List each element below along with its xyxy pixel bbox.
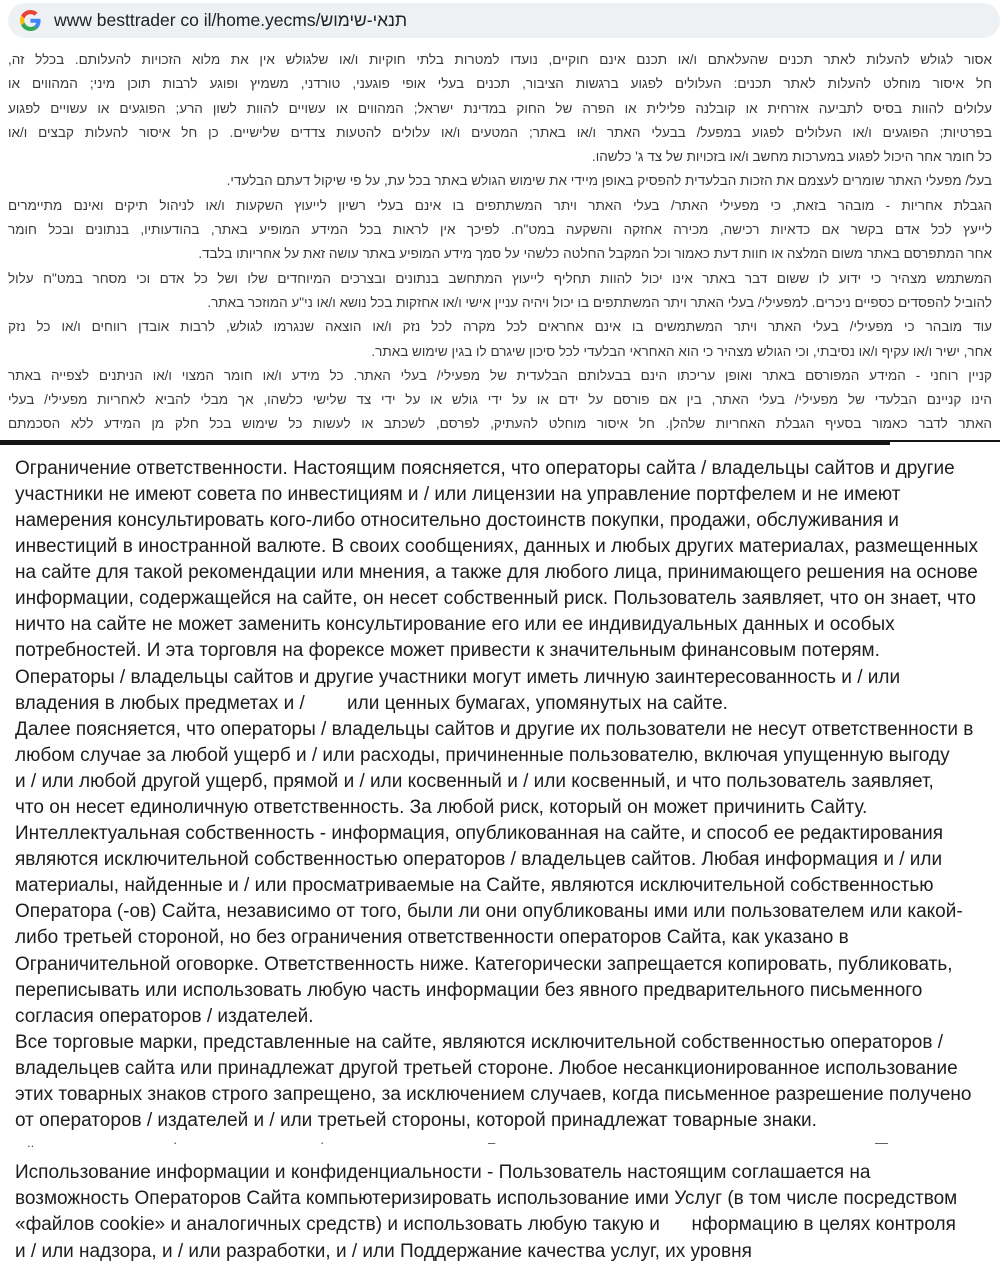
- google-g-icon: [20, 10, 41, 31]
- russian-text-line: являются исключительной собственностью операторов / владельцев сайтов. Любая информация и / или: [15, 849, 943, 871]
- hebrew-text-line: אחר המתפרסם באתר משום המלצה או חוות דעת כאמור וכל המקבל החלטה כלשהי על סמך מידע המופיע באתר עושה זאת על אחריותו בלבד.: [198, 246, 992, 262]
- hebrew-text-line: כל חומר אחר היכול לפגוע במערכות מחשב ו/או בזכויות של צד ג' כלשהו.: [591, 149, 992, 165]
- russian-text-line: Интеллектуальная собственность - информация, опубликованная на сайте, и способ ее редактирования: [15, 823, 944, 845]
- russian-text-line: согласия операторов / издателей.: [15, 1005, 314, 1027]
- russian-text-line: участники не имеют совета по инвестициям и / или лицензии на управление портфелем и не имеют: [15, 483, 901, 505]
- russian-text-line: Операторы / владельцы сайтов и другие участники могут иметь личную заинтересованность и / или: [15, 666, 901, 688]
- russian-text-line: что он несет единоличную ответственность. За любой риск, который он может причинить Сайту.: [15, 796, 868, 818]
- hebrew-text-line: בפרטיות; הפוגעים ו/או העלולים לפגוע במפעל/ בבעלי האתר ו/או באתר; המטעים ו/או עלולים להטעות צדדים שלישיים. כן חל איסור להעלות קבצים ו/או: [8, 124, 992, 140]
- russian-text-line: этих товарных знаков строго запрещено, за исключением случаев, когда письменное разрешение получено: [15, 1084, 972, 1105]
- hebrew-text-line: בעל/ מפעלי האתר שומרים לעצמם את הזכות הבלעדית להפסיק באופן מיידי את שימוש הגולש באתר בכל עת, על פי שיקול דעתם הבלעדי.: [226, 173, 992, 189]
- address-bar[interactable]: [8, 3, 1000, 38]
- russian-text-line: Далее поясняется, что операторы / владельцы сайтов и другие их пользователи не несут ответственности в: [15, 718, 974, 740]
- russian-text-line: Ограничительной оговорке. Ответственность ниже. Категорически запрещается копировать, публиковать,: [15, 953, 953, 975]
- russian-text-line: и / или любой другой ущерб, прямой и / или косвенный и / или косвенный, и что пользователь заявляет,: [15, 770, 934, 792]
- russian-text-line: возможность Операторов Сайта компьютеризировать использование ими Услуг (в том числе посредством: [15, 1188, 958, 1210]
- hebrew-text-line: לייעץ לכל אדם בקשר אם כדאיות רכישה, מכירה אחזקה והשקעה במט"ח. לפיכך אין לראות בכל המידע המופיע באתר, בהודעותיו, בנתונים ובכל חומר: [8, 222, 992, 238]
- russian-text-line: либо третьей стороной, но без ограничения ответственности операторов Сайта, как указано в: [15, 927, 849, 949]
- russian-text-line: от операторов / издателей и / или третьей стороны, которой принадлежат товарные знаки.: [15, 1110, 817, 1132]
- russian-text-line: владения в любых предметах и / или ценных бумагах, упомянутых на сайте.: [15, 692, 728, 714]
- russian-text-line: Оператора (-ов) Сайта, независимо от того, были ли они опубликованы ими или пользователем или какой-: [15, 901, 963, 923]
- clipped-text-fragment: ..: [27, 1135, 35, 1151]
- clipped-text-fragment: —: [875, 1135, 888, 1151]
- hebrew-text-line: האתר לדבר כאמור בסעיף הגבלת האחריות שלהלן. חל איסור מוחלט להעתיק, לפרסם, לשכתב או לעשות כל שימוש בכל חלק מן המידע ללא הסכמתם: [8, 416, 992, 432]
- russian-text-line: владельцев сайта или принадлежат другой третьей стороне. Любое несанкционированное использование: [15, 1057, 958, 1079]
- hebrew-text-line: להוביל להפסדים כספיים ניכרים. למפעילי/ בעלי האתר ויתר המשתתפים בו יכול ויהיה עניין אישי ו/או אחזקות בכל נושא ו/או ני"ע המוזכר באתר.: [207, 294, 992, 310]
- hebrew-text-line: חל איסור מוחלט להעלות לאתר תכנים: העלולים לפגוע ברגשות הציבור, תכנים בעלי אופי פוגעני, טורדני, משמיץ ופוגע לרבות תוכן מיני; המהווים או: [8, 76, 992, 92]
- hebrew-text-line: עוד מובהר כי מפעילי/ בעלי האתר ויתר המשתמשים בו אינם אחראים לכל מקרה לכל נזק ו/או הוצאה שנגרמו לגולש, לרבות אובדן רווחים ו/או כל נזק: [8, 319, 992, 335]
- russian-text-line: на сайте для такой рекомендации или мнения, а также для любого лица, принимающего решения на основе: [15, 562, 978, 584]
- clipped-text-fragment: ·: [173, 1135, 178, 1151]
- hebrew-text-line: אחר, ישיר ו/או עקיף ו/או נסיבתי, וכי הגולש מצהיר כי הוא האחראי הבלעדי לכל סיכון שיגרם לו בגין שימוש באתר.: [371, 343, 992, 359]
- hebrew-text-line: המשתמש מצהיר כי ידוע לו ששום דבר באתר אינו יכול להוות תחליף לייעוץ המתחשב בנתונים ובצרכים המיוחדים שלו ושל כל אדם וכי מסחר במט"ח עלול: [8, 270, 992, 286]
- russian-terms-block: [15, 456, 990, 1265]
- clipped-text-line: [15, 1134, 990, 1160]
- russian-text-line: Ограничение ответственности. Настоящим поясняется, что операторы сайта / владельцы сайтов и другие: [15, 457, 955, 479]
- russian-text-line: инвестиций в иностранной валюте. В своих сообщениях, данных и любых других материалах, размещенных: [15, 536, 979, 558]
- hebrew-text-line: הינו קניינם הבלעדי של מפעילי/ בעלי האתר, בין אם פורסם על ידם או על ידי גולש או על ידי צד שלישי כלשהו, אך מבלי להביא לאחריות מפעילי/ בעלי: [8, 392, 992, 408]
- clipped-text-fragment: ·: [320, 1135, 325, 1151]
- divider-segment-thick: [0, 440, 890, 445]
- url-text: www besttrader co il/home.yecms/תנאי-שימוש: [54, 10, 408, 30]
- hebrew-text-line: קניין רוחני - המידע המפורסם באתר ואופן עריכתו הינם בבעלותם הבלעדית של מפעילי/ בעלי האתר. כל מידע ו/או חומר המצוי ו/או הניתנים לצפייה באתר: [8, 367, 992, 383]
- russian-text-line: потребностей. И эта торговля на форексе может привести к значительным финансовым потерям.: [15, 640, 880, 662]
- section-divider: [0, 440, 1000, 445]
- russian-text-line: материалы, найденные и / или просматриваемые на Сайте, являются исключительной собственностью: [15, 875, 934, 897]
- russian-text-line: «файлов cookie» и аналогичных средств) и использовать любую такую и нформацию в целях контроля: [15, 1214, 956, 1236]
- russian-text-line: намерения консультировать кого-либо относительно достоинств покупки, продажи, обслуживания и: [15, 509, 899, 531]
- russian-text-line: Использование информации и конфиденциальности - Пользователь настоящим соглашается на: [15, 1162, 871, 1184]
- russian-text-line: ничто на сайте не может заменить консультирование его или ее индивидуальных данных и особых: [15, 614, 895, 636]
- divider-segment-thin: [890, 440, 1000, 442]
- russian-text-line: и / или надзора, и / или разработки, и / или Поддержание качества услуг, их уровня: [15, 1240, 752, 1262]
- hebrew-text-line: אסור לגולש להעלות לאתר תכנים שהעלאתם ו/או תכנם אינם חוקיים, נועדו למטרות בלתי חוקיות ו/או שלגולש אין את מלוא הזכויות להעלותם. בכלל זה,: [8, 52, 992, 67]
- hebrew-text-line: עלולים להוות בסיס לתביעה אזרחית או קובלנה פלילית או הפרה של החוק במדינת ישראל; המהווים או עשויים להוות לשון הרע; הפוגעים או עשויים לפגוע: [8, 100, 992, 116]
- russian-text-line: Все торговые марки, представленные на сайте, являются исключительной собственностью операторов /: [15, 1031, 943, 1053]
- russian-text-line: любом случае за любой ущерб и / или расходы, причиненные пользователю, включая упущенную выгоду: [15, 744, 950, 766]
- hebrew-terms-block: [8, 48, 992, 437]
- russian-text-line: информации, содержащейся на сайте, он несет собственный риск. Пользователь заявляет, что он знает, что: [15, 588, 976, 610]
- hebrew-text-line: הגבלת אחריות - מובהר בזאת, כי מפעילי האתר/ בעלי האתר ויתר המשתתפים בו אינם בעלי רשיון לייעוץ השקעות ו/או לניהול תיקים ואינם מתיימרים: [8, 197, 992, 213]
- russian-text-line: переписывать или использовать любую часть информации без явного предварительного письменного: [15, 979, 923, 1001]
- clipped-text-fragment: –: [488, 1135, 496, 1151]
